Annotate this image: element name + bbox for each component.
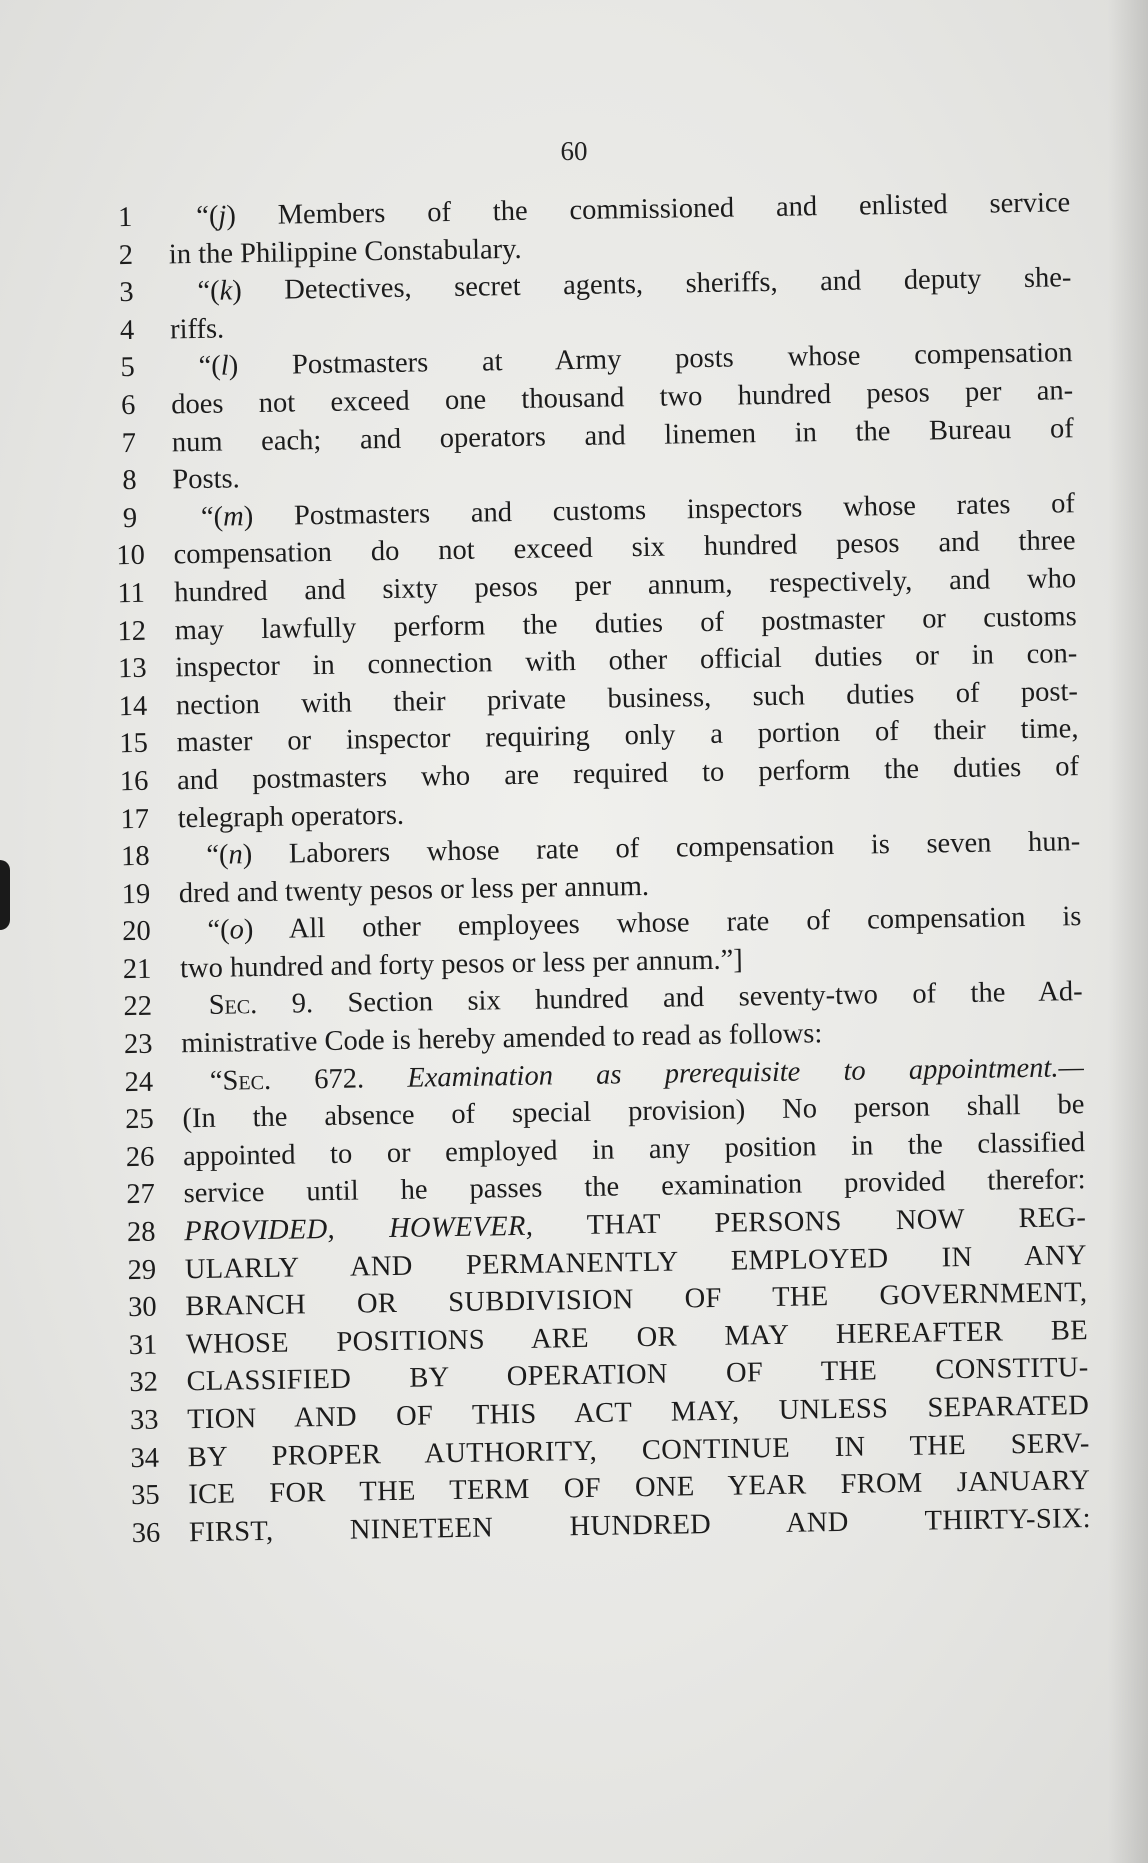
line-number: 16	[119, 765, 149, 798]
line-number: 34	[130, 1442, 160, 1474]
line-text: inspector in connection with other official duties or in con-	[175, 638, 1078, 684]
line-number: 18	[120, 840, 150, 873]
line-number: 23	[123, 1028, 153, 1061]
line-text: master or inspector requiring only a portion of their time,	[176, 713, 1079, 759]
line-number: 9	[122, 502, 138, 534]
line-text: BRANCH OR SUBDIVISION OF THE GOVERNMENT,	[185, 1277, 1088, 1323]
line-number: 29	[127, 1254, 157, 1286]
line-number: 8	[122, 465, 137, 497]
binding-mark	[0, 860, 10, 930]
line-text: “Sec. 672. Examination as prerequisite to appointment.—	[209, 1051, 1085, 1097]
line-number: 5	[120, 352, 136, 384]
line-text: Posts.	[172, 463, 240, 496]
line-text: “(m) Postmasters and customs inspectors whose rates of	[200, 487, 1076, 533]
line-text: nection with their private business, such duties of post-	[175, 675, 1079, 722]
line-number: 12	[117, 615, 147, 647]
line-number: 27	[126, 1179, 156, 1211]
line-text: “(j) Members of the commissioned and enlisted service	[196, 187, 1071, 232]
line-number: 24	[124, 1066, 154, 1098]
line-text: and postmasters who are required to perform the duties of	[176, 751, 1080, 797]
line-text: service until he passes the examination provided therefor:	[183, 1164, 1086, 1210]
line-number: 35	[130, 1479, 160, 1512]
line-text: PROVIDED, HOWEVER, THAT PERSONS NOW REG-	[183, 1202, 1087, 1248]
line-number: 14	[118, 690, 148, 722]
line-number: 7	[121, 427, 137, 459]
line-number: 25	[124, 1103, 154, 1136]
line-number: 26	[125, 1141, 155, 1174]
line-text: riffs.	[169, 313, 225, 346]
line-number: 28	[126, 1216, 156, 1249]
line-text: WHOSE POSITIONS ARE OR MAY HEREAFTER BE	[185, 1314, 1089, 1361]
line-text: FIRST, NINETEEN HUNDRED AND THIRTY-SIX:	[188, 1502, 1092, 1548]
line-number: 36	[131, 1517, 161, 1549]
line-number: 15	[119, 728, 149, 760]
line-number: 3	[119, 277, 134, 309]
line-text: “(l) Postmasters at Army posts whose compensation	[198, 337, 1073, 383]
section-title: Examination as prerequisite to appointment.—	[407, 1051, 1085, 1094]
line-text: dred and twenty pesos or less per annum.	[178, 870, 650, 909]
line-text: “(k) Detectives, secret agents, sheriffs, and deputy she-	[197, 262, 1072, 308]
line-text: in the Philippine Constabulary.	[168, 233, 522, 270]
line-number: 21	[122, 953, 152, 986]
line-text: ICE FOR THE TERM OF ONE YEAR FROM JANUARY	[188, 1465, 1091, 1511]
line-number: 11	[117, 577, 146, 610]
line-text: ULARLY AND PERMANENTLY EMPLOYED IN ANY	[184, 1239, 1087, 1285]
line-text: compensation do not exceed six hundred pesos and three	[173, 525, 1076, 571]
line-text: “(n) Laborers whose rate of compensation is seven hun-	[206, 826, 1081, 871]
line-text: “(o) All other employees whose rate of compensation is	[207, 901, 1082, 947]
line-text: does not exceed one thousand two hundred pesos per an-	[171, 375, 1074, 421]
line-number: 32	[129, 1367, 159, 1399]
line-number: 17	[120, 803, 150, 835]
line-number: 4	[119, 314, 135, 346]
line-text: ministrative Code is hereby amended to read as follows:	[181, 1018, 823, 1060]
line-number: 6	[120, 389, 136, 422]
page-number: 60	[560, 136, 588, 166]
line-number: 10	[116, 540, 146, 572]
line-text: (In the absence of special provision) No person shall be	[182, 1089, 1085, 1135]
line-number: 19	[121, 878, 151, 910]
line-text: num each; and operators and linemen in the Bureau of	[171, 412, 1074, 458]
line-number: 1	[117, 201, 133, 234]
line-text: two hundred and forty pesos or less per annum.”]	[179, 944, 744, 985]
line-text: BY PROPER AUTHORITY, CONTINUE IN THE SERV-	[187, 1427, 1090, 1473]
text-block	[0, 186, 1148, 1557]
line-text: appointed to or employed in any position in the classified	[182, 1126, 1086, 1173]
line-number: 2	[118, 239, 134, 271]
line-text: telegraph operators.	[177, 799, 405, 834]
line-text: hundred and sixty pesos per annum, respectively, and who	[173, 563, 1077, 609]
line-text: may lawfully perform the duties of postmaster or customs	[174, 600, 1077, 646]
line-number: 30	[127, 1291, 157, 1324]
line-number: 13	[117, 652, 147, 685]
line-text: TION AND OF THIS ACT MAY, UNLESS SEPARATED	[186, 1390, 1090, 1436]
line-text: CLASSIFIED BY OPERATION OF THE CONSTITU-	[186, 1352, 1089, 1398]
line-number: 22	[123, 991, 153, 1023]
proviso-label: PROVIDED, HOWEVER,	[183, 1210, 534, 1248]
line-text: Sec. 9. Section six hundred and seventy-two of the Ad-	[208, 976, 1083, 1022]
line-number: 33	[129, 1404, 159, 1437]
line-number: 31	[128, 1329, 158, 1361]
line-number: 20	[122, 916, 152, 948]
